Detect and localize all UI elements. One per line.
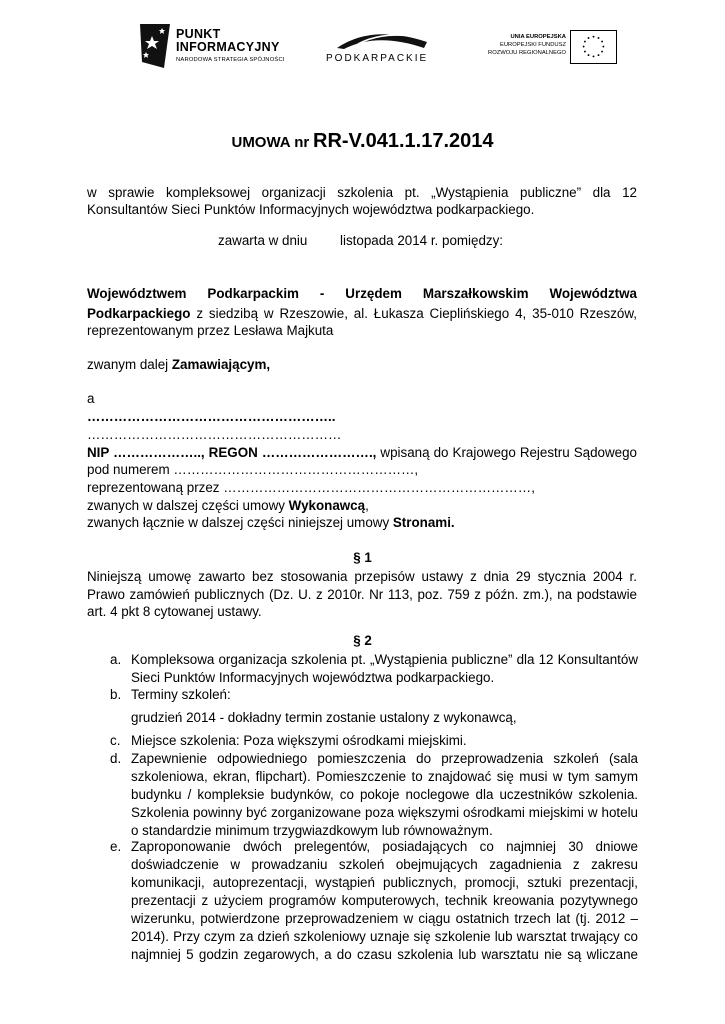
section-2-item-d	[110, 750, 638, 840]
section-2-heading: § 2	[353, 633, 372, 648]
section-1-heading: § 1	[353, 550, 372, 565]
date-text-b: listopada 2014 r. pomiędzy:	[340, 233, 504, 248]
item-e-label: e.	[110, 839, 122, 854]
party2-number-line: pod numerem ………………………………………………,	[87, 462, 419, 477]
punkt-informacyjny-subtitle: NARODOWA STRATEGIA SPÓJNOŚCI	[176, 57, 285, 63]
contract-title: UMOWA nr RR-V.041.1.17.2014	[231, 130, 494, 152]
party2-repr-line: reprezentowaną przez ……………………………………………………………,	[87, 480, 535, 495]
item-b-label: b.	[110, 687, 122, 702]
party1-line-2: Podkarpackiego z siedzibą w Rzeszowie, al. Łukasza Cieplińskiego 4, 35-010 Rzeszów,	[87, 306, 637, 321]
party2-and: a	[87, 391, 95, 406]
section-1-line-1: Niniejszą umowę zawarto bez stosowania przepisów ustawy z dnia 29 stycznia 2004 r.	[87, 569, 637, 584]
party2-dots-2: …………………………………………………	[87, 427, 342, 442]
intro-line-1: w sprawie kompleksowej organizacji szkolenia pt. „Wystąpienia publiczne” dla 12	[87, 185, 637, 200]
item-b-text: Terminy szkoleń:	[131, 687, 231, 702]
item-d-label: d.	[110, 751, 122, 766]
section-2-item-c	[110, 732, 638, 750]
party1-line-3: reprezentowanym przez Lesława Majkuta	[87, 323, 334, 338]
eu-logo	[478, 30, 618, 66]
item-e-text: Zaproponowanie dwóch prelegentów, posiadających co najmniej 30 dniowe doświadczenie w prowadzaniu szkoleń obejmujących zagadnienia z zakresu komunikacji, autoprezentacji, wystąpień publicznych, promocji, sztuki prezentacji, prezentacji z użyciem programów komputerowych, technik kreowania pozytywnego wizerunku, potwierdzone przeprowadzeniem w ciągu ostatnich trzech lat (tj. 2012 – 2014). Przy czym za dzień szkoleniowy uznaje się szkolenie lub warsztat trwający co najmniej 5 godzin zegarowych, a do czasu szkolenia lub warsztatu nie są wliczane	[131, 839, 638, 962]
party1-called: zwanym dalej Zamawiającym,	[87, 357, 271, 372]
punkt-informacyjny-star-icon	[138, 22, 172, 68]
section-2-item-e	[110, 838, 638, 964]
podkarpackie-hills-icon	[332, 22, 432, 50]
item-d-text: Zapewnienie odpowiedniego pomieszczenia do przeprowadzenia szkoleń (sala szkoleniowa, ekran, flipchart). Pomieszczenie to znajdować się musi w tym samym budynku / kompleksie budynków, co pokoje noclegowe dla uczestników szkolenia. Szkolenia powinny być zorganizowane poza większymi ośrodkami miejskimi w hotelu o standardzie minimum trzygwiazdkowym lub równoważnym.	[131, 751, 638, 838]
party2-called: zwanych w dalszej części umowy Wykonawcą,	[87, 498, 369, 513]
eu-text: UNIA EUROPEJSKA EUROPEJSKI FUNDUSZ ROZWOJU REGIONALNEGO	[488, 34, 566, 56]
party2-nip-regon-line: NIP ……………….., REGON ……………………., wpisaną do Krajowego Rejestru Sądowego	[87, 445, 637, 460]
punkt-informacyjny-name: PUNKT INFORMACYJNY	[176, 27, 280, 54]
section-1-line-2: Prawo zamówień publicznych (Dz. U. z 2010r. Nr 113, poz. 759 z późn. zm.), na podstawie	[87, 587, 637, 602]
party2-dots-1: ………………………………………………..	[87, 409, 336, 424]
section-2-item-b	[110, 686, 638, 704]
section-1-line-3: art. 4 pkt 8 cytowanej ustawy.	[87, 604, 262, 619]
punkt-informacyjny-logo	[138, 22, 298, 70]
podkarpackie-text: PODKARPACKIE	[326, 53, 429, 64]
item-a-label: a.	[110, 652, 122, 667]
item-c-label: c.	[110, 733, 121, 748]
item-c-text: Miejsce szkolenia: Poza większymi ośrodkami miejskimi.	[131, 733, 467, 748]
intro-line-2: Konsultantów Sieci Punktów Informacyjnych województwa podkarpackiego.	[87, 202, 535, 217]
date-text-a: zawarta w dniu	[218, 233, 308, 248]
party1-line-1: Województwem Podkarpackim - Urzędem Marszałkowskim Województwa	[87, 286, 637, 301]
eu-flag-icon	[570, 30, 617, 64]
section-2-item-a	[110, 651, 638, 687]
party2-together: zwanych łącznie w dalszej części niniejszej umowy Stronami.	[87, 515, 455, 530]
item-b-subtext: grudzień 2014 - dokładny termin zostanie ustalony z wykonawcą,	[131, 710, 517, 725]
podkarpackie-logo	[322, 22, 440, 68]
item-a-text: Kompleksowa organizacja szkolenia pt. „Wystąpienia publiczne” dla 12 Konsultantów Sieci Punktów Informacyjnych województwa podkarpackiego.	[131, 652, 638, 685]
